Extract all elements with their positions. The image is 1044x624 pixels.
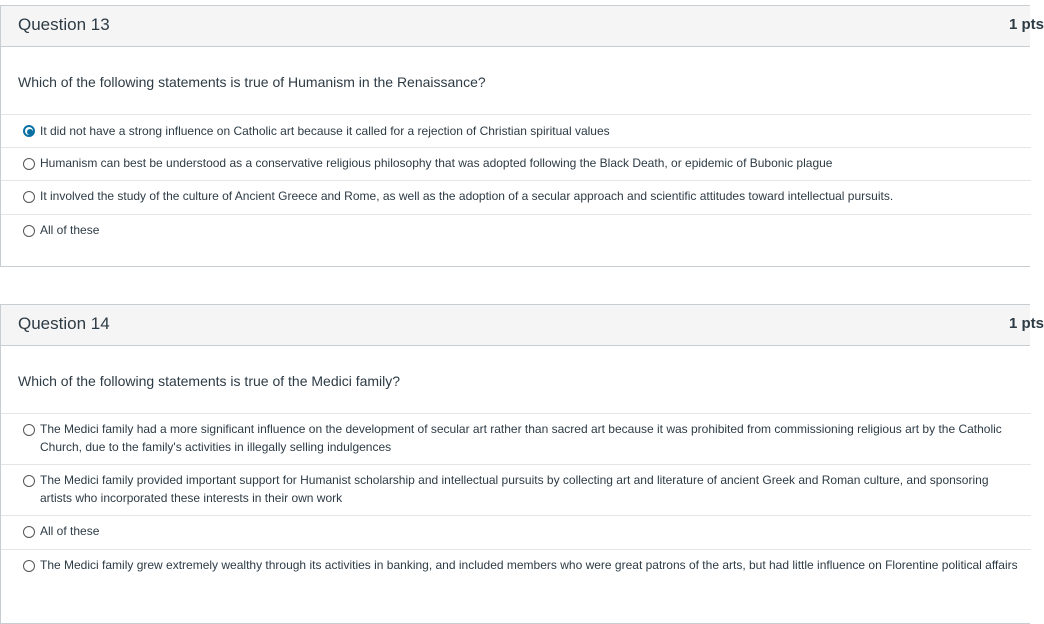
answer-list <box>1 413 1031 601</box>
radio-button[interactable] <box>23 560 35 572</box>
answer-label[interactable]: The Medici family grew extremely wealthy through its activities in banking, and included members who were great patrons of the arts, but had little influence on Florentine political affairs <box>40 558 1018 572</box>
question-14-card <box>0 304 1044 624</box>
answer-label[interactable]: The Medici family provided important support for Humanist scholarship and intellectual pursuits by collecting art and literature of ancient Greek and Roman culture, and sponsoring artists who incorporated these interests in their own work <box>40 473 989 505</box>
question-text: Which of the following statements is true of the Medici family? <box>18 373 401 389</box>
radio-button[interactable] <box>23 475 35 487</box>
radio-button[interactable] <box>23 158 35 170</box>
answer-label[interactable]: All of these <box>40 524 100 538</box>
radio-button[interactable] <box>23 191 35 203</box>
answer-label[interactable]: It involved the study of the culture of Ancient Greece and Rome, as well as the adoption of a secular approach and scientific attitudes toward intellectual pursuits. <box>40 189 894 203</box>
radio-button-selected[interactable] <box>23 125 35 137</box>
question-13-card <box>0 5 1044 267</box>
radio-button[interactable] <box>23 526 35 538</box>
answer-option[interactable] <box>1 214 1031 248</box>
radio-button[interactable] <box>23 424 35 436</box>
question-header <box>1 305 1044 346</box>
answer-label[interactable]: Humanism can best be understood as a conservative religious philosophy that was adopted following the Black Death, or epidemic of Bubonic plague <box>40 156 833 170</box>
question-text: Which of the following statements is true of Humanism in the Renaissance? <box>18 74 486 90</box>
answer-option[interactable] <box>1 464 1031 515</box>
question-title: Question 14 <box>18 314 110 333</box>
answer-list <box>1 114 1031 248</box>
question-header <box>1 6 1044 47</box>
question-title: Question 13 <box>18 15 110 34</box>
answer-option[interactable] <box>1 515 1031 549</box>
radio-button[interactable] <box>23 225 35 237</box>
answer-label[interactable]: The Medici family had a more significant influence on the development of secular art rather than sacred art because it was prohibited from commissioning religious art by the Catholic Church, due to the family's activities in illegally selling indulgences <box>40 422 1002 454</box>
answer-option[interactable] <box>1 114 1031 147</box>
question-points: 1 pts <box>1009 16 1044 33</box>
answer-label[interactable]: It did not have a strong influence on Catholic art because it called for a rejection of Christian spiritual values <box>40 124 610 138</box>
answer-option[interactable] <box>1 180 1031 214</box>
answer-option[interactable] <box>1 147 1031 180</box>
answer-option[interactable] <box>1 413 1031 464</box>
answer-label[interactable]: All of these <box>40 223 100 237</box>
answer-option[interactable] <box>1 549 1031 601</box>
question-points: 1 pts <box>1009 315 1044 332</box>
